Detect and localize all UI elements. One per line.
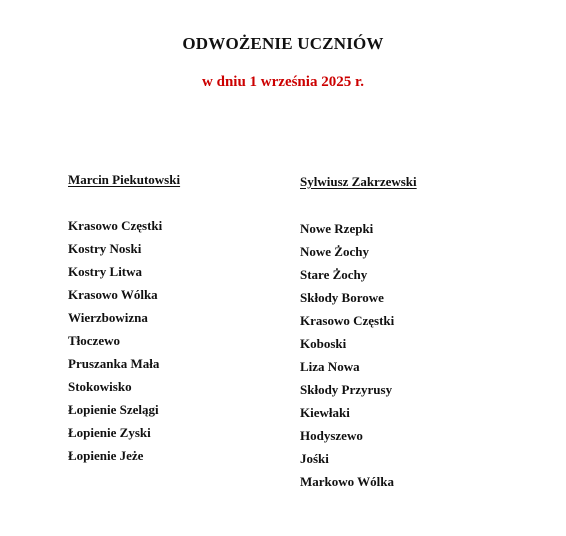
stop-list xyxy=(68,218,180,471)
list-item: Łopienie Szelągi xyxy=(68,402,159,417)
list-item: Nowe Żochy xyxy=(300,244,369,259)
route-column-left xyxy=(68,172,180,471)
document-date-subtitle: w dniu 1 września 2025 r. xyxy=(202,74,364,90)
list-item: Krasowo Częstki xyxy=(300,313,395,328)
list-item: Kostry Litwa xyxy=(68,264,143,279)
list-item: Łopienie Zyski xyxy=(68,425,151,440)
list-item: Jośki xyxy=(300,451,329,466)
list-item: Nowe Rzepki xyxy=(300,221,374,236)
document-title: ODWOŻENIE UCZNIÓW xyxy=(182,34,384,53)
list-item: Wierzbowizna xyxy=(68,310,148,325)
list-item: Krasowo Wólka xyxy=(68,287,158,302)
list-item: Kostry Noski xyxy=(68,241,142,256)
stop-list xyxy=(300,221,417,497)
route-column-right xyxy=(300,172,417,497)
list-item: Łopienie Jeże xyxy=(68,448,144,463)
list-item: Markowo Wólka xyxy=(300,474,395,489)
list-item: Skłody Borowe xyxy=(300,290,384,305)
driver-name: Sylwiusz Zakrzewski xyxy=(300,174,417,189)
list-item: Tłoczewo xyxy=(68,333,120,348)
list-item: Stokowisko xyxy=(68,379,132,394)
list-item: Koboski xyxy=(300,336,347,351)
list-item: Hodyszewo xyxy=(300,428,363,443)
list-item: Krasowo Częstki xyxy=(68,218,163,233)
list-item: Pruszanka Mała xyxy=(68,356,160,371)
list-item: Skłody Przyrusy xyxy=(300,382,393,397)
list-item: Liza Nowa xyxy=(300,359,360,374)
list-item: Kiewłaki xyxy=(300,405,350,420)
driver-name: Marcin Piekutowski xyxy=(68,172,181,187)
list-item: Stare Żochy xyxy=(300,267,368,282)
